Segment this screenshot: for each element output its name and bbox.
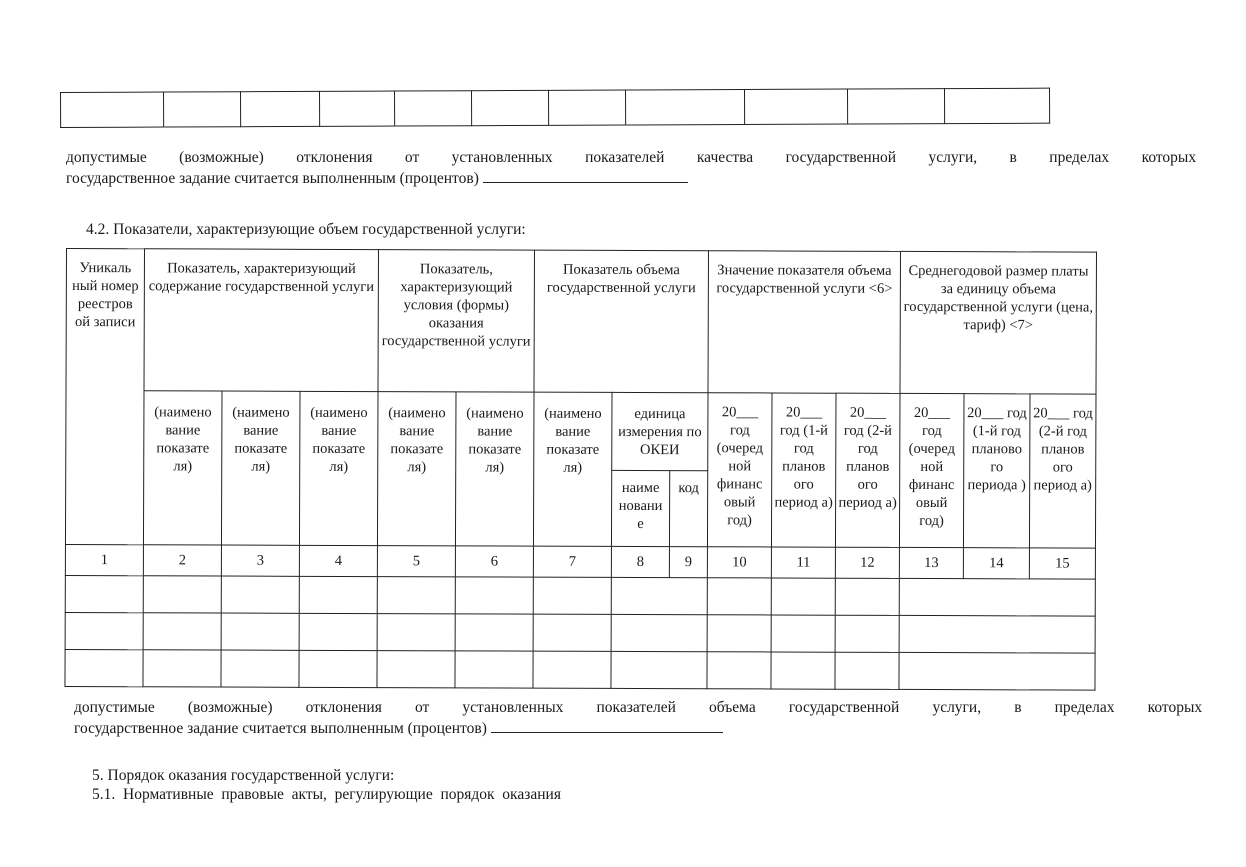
- column-number: 13: [899, 547, 963, 578]
- subheader-indicator-name: (наимено вание показате ля): [377, 392, 456, 546]
- word: пределах: [1054, 699, 1115, 716]
- word: государственной: [785, 149, 897, 166]
- subheader-unit-name: наиме новани е: [611, 470, 669, 546]
- word: от: [414, 699, 430, 716]
- empty-cell[interactable]: [611, 577, 707, 614]
- empty-cell[interactable]: [455, 577, 533, 614]
- empty-cell[interactable]: [835, 615, 899, 652]
- word: качества: [696, 149, 754, 166]
- empty-cell[interactable]: [299, 576, 377, 613]
- empty-cell[interactable]: [299, 613, 377, 650]
- header-average-fee: Среднегодовой размер платы за единицу объема государственной услуги (цена, тариф) <7>: [900, 251, 1097, 394]
- table-cell: [944, 88, 1049, 123]
- deviation-text: государственное задание считается выполненным (процентов): [66, 170, 479, 187]
- subheader-unit-code: код: [669, 471, 707, 547]
- subheader-year-plan2: 20___ год (2-й год планов ого период а): [835, 393, 900, 547]
- column-number: 8: [611, 546, 669, 577]
- empty-cell[interactable]: [771, 652, 835, 689]
- table-cell: [241, 91, 320, 126]
- empty-cell[interactable]: [221, 576, 299, 613]
- table-cell: [319, 91, 394, 126]
- empty-cell[interactable]: [611, 614, 707, 651]
- section-4-2-heading: 4.2. Показатели, характеризующие объем государственной услуги:: [86, 221, 526, 238]
- section-5-heading: 5. Порядок оказания государственной услуги:: [92, 767, 395, 784]
- word: пределах: [1049, 149, 1110, 166]
- column-number: 5: [377, 546, 455, 577]
- volume-deviation-paragraph: [74, 698, 1202, 739]
- header-volume-value: Значение показателя объема государственной услуги <6>: [708, 251, 900, 394]
- empty-cell[interactable]: [533, 614, 611, 651]
- column-number: 14: [963, 548, 1029, 579]
- empty-cell[interactable]: [143, 613, 221, 650]
- subheader-okei-unit: единица измерения по ОКЕИ: [612, 392, 708, 470]
- percent-blank-line[interactable]: [483, 168, 688, 183]
- table-header-row: [66, 249, 1097, 395]
- subheader-indicator-name: (наимено вание показате ля): [221, 391, 300, 545]
- deviation-text: государственное задание считается выполненным (процентов): [74, 720, 487, 737]
- word: установленных: [451, 149, 553, 166]
- word: отклонения: [296, 149, 373, 166]
- word: от: [404, 149, 420, 166]
- table-cell: [471, 90, 548, 125]
- empty-cell[interactable]: [771, 615, 835, 652]
- word: установленных: [462, 699, 564, 716]
- word: показателей: [596, 699, 676, 716]
- word: отклонения: [305, 699, 382, 716]
- word: показателей: [585, 149, 665, 166]
- word: объема: [709, 699, 756, 716]
- subheader-indicator-name: (наимено вание показате ля): [143, 391, 222, 545]
- subheader-indicator-name: (наимено вание показате ля): [455, 392, 534, 546]
- table-cell: [548, 90, 625, 125]
- subheader-fee-plan1: 20___ год (1-й год планово го периода ): [963, 394, 1030, 548]
- subheader-indicator-name: (наимено вание показате ля): [299, 391, 378, 545]
- quality-deviation-paragraph: [66, 148, 1196, 189]
- table-cell: [61, 92, 164, 127]
- empty-cell[interactable]: [771, 578, 835, 615]
- column-number: 10: [707, 547, 771, 578]
- empty-cell[interactable]: [143, 650, 221, 687]
- quality-deviation-line2: [66, 168, 1196, 189]
- quality-deviation-line1: [66, 148, 1196, 168]
- column-number: 7: [533, 546, 611, 577]
- empty-cell[interactable]: [377, 577, 455, 614]
- column-number: 1: [65, 544, 143, 575]
- empty-cell[interactable]: [221, 613, 299, 650]
- table-cell: [164, 92, 241, 127]
- table-cell: [744, 89, 847, 124]
- word: допустимые: [66, 149, 147, 166]
- table-cell: [394, 91, 471, 126]
- empty-cell[interactable]: [455, 614, 533, 651]
- volume-indicators-table: [64, 248, 1097, 691]
- subheader-year-current: 20___ год (очеред ной финанс овый год): [707, 393, 772, 547]
- table-subheader-row: [66, 391, 1096, 473]
- word: (возможные): [187, 699, 273, 716]
- column-number: 4: [299, 545, 377, 576]
- empty-cell[interactable]: [835, 652, 899, 689]
- volume-deviation-line1: [74, 698, 1202, 718]
- word: в: [1009, 149, 1017, 166]
- subheader-indicator-name: (наимено вание показате ля): [533, 392, 612, 546]
- empty-cell[interactable]: [143, 576, 221, 613]
- empty-cell[interactable]: [533, 651, 611, 688]
- empty-cell[interactable]: [611, 651, 707, 688]
- word: услуги,: [932, 699, 982, 716]
- section-5-1-text: 5.1. Нормативные правовые акты, регулирующие порядок оказания: [92, 786, 561, 803]
- column-number: 6: [455, 546, 533, 577]
- subheader-fee-plan2: 20___ год (2-й год планов ого период а): [1029, 394, 1096, 548]
- empty-cell[interactable]: [299, 650, 377, 687]
- table-row: [65, 575, 1095, 616]
- word: государственной: [788, 699, 900, 716]
- empty-cell[interactable]: [221, 650, 299, 687]
- table-cell: [847, 89, 944, 124]
- empty-cell[interactable]: [65, 649, 143, 686]
- column-number: 3: [221, 545, 299, 576]
- column-number: 12: [835, 547, 899, 578]
- empty-cell[interactable]: [707, 578, 771, 615]
- header-volume-indicator: Показатель объема государственной услуги: [534, 250, 709, 393]
- column-number: 15: [1029, 548, 1095, 579]
- column-number: 11: [771, 547, 835, 578]
- table-row: [65, 612, 1095, 653]
- column-number: 9: [669, 547, 707, 578]
- table-row: [65, 649, 1095, 690]
- word: которых: [1147, 699, 1203, 716]
- word: услуги,: [928, 149, 978, 166]
- empty-cell[interactable]: [835, 578, 899, 615]
- empty-cell[interactable]: [455, 651, 533, 688]
- empty-cell[interactable]: [65, 612, 143, 649]
- empty-cell[interactable]: [533, 577, 611, 614]
- empty-cell[interactable]: [899, 578, 1095, 616]
- column-number-row: [65, 544, 1095, 579]
- table-row: [61, 88, 1050, 127]
- empty-cell[interactable]: [899, 615, 1095, 653]
- word: которых: [1141, 149, 1197, 166]
- empty-cell[interactable]: [65, 575, 143, 612]
- empty-cell[interactable]: [707, 615, 771, 652]
- header-unique-number: Уникаль ный номер реестров ой записи: [65, 249, 144, 545]
- word: (возможные): [179, 149, 264, 166]
- empty-cell[interactable]: [707, 652, 771, 689]
- previous-table-remainder: [60, 88, 1050, 128]
- column-number: 2: [143, 545, 221, 576]
- table-cell: [625, 90, 744, 126]
- volume-deviation-line2: [74, 718, 1202, 739]
- empty-cell[interactable]: [899, 652, 1095, 690]
- empty-cell[interactable]: [377, 614, 455, 651]
- header-conditions-indicator: Показатель, характеризующий условия (формы) оказания государственной услуги: [378, 250, 534, 393]
- empty-cell[interactable]: [377, 651, 455, 688]
- subheader-year-plan1: 20___ год (1-й год планов ого период а): [771, 393, 836, 547]
- word: допустимые: [74, 699, 155, 716]
- subheader-fee-current: 20___ год (очеред ной финанс овый год): [899, 393, 964, 547]
- word: в: [1014, 699, 1022, 716]
- percent-blank-line[interactable]: [491, 718, 723, 733]
- header-content-indicator: Показатель, характеризующий содержание государственной услуги: [144, 249, 378, 392]
